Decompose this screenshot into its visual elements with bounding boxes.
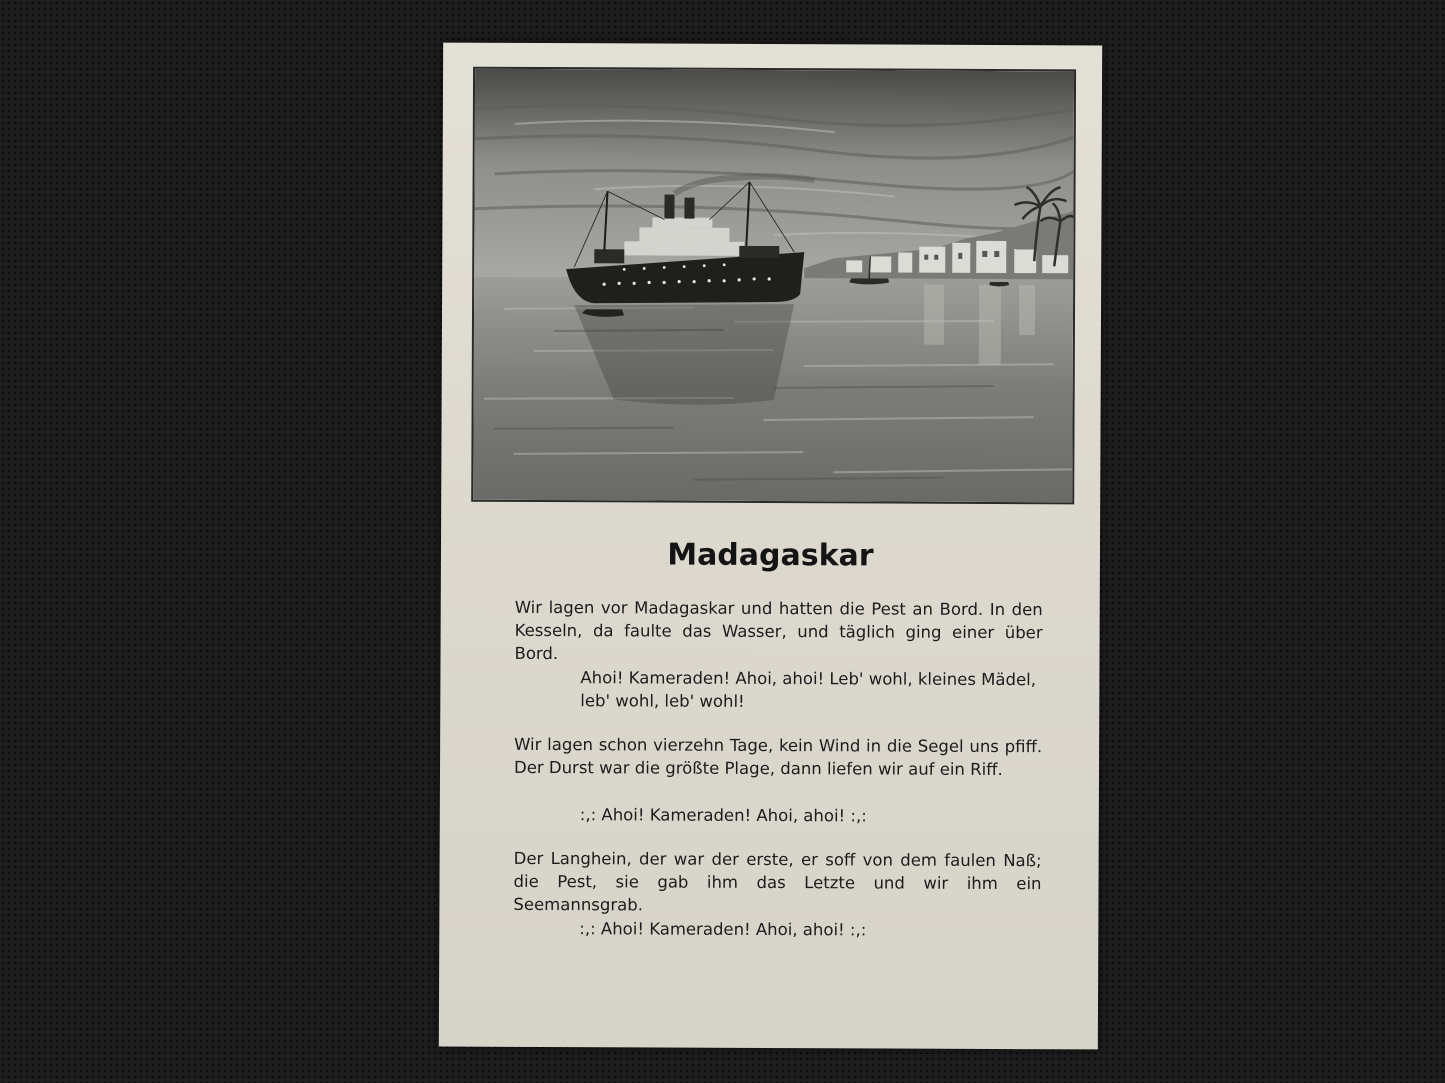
refrain-3: :,: Ahoi! Kameraden! Ahoi, ahoi! :,: bbox=[579, 919, 867, 940]
song-title: Madagaskar bbox=[667, 537, 874, 574]
verse-3: Der Langhein, der war der erste, er soff von dem faulen Naß; die Pest, sie gab ihm das Letzte und wir ihm ein Seemannsgrab. bbox=[513, 848, 1042, 915]
postcard bbox=[439, 43, 1102, 1050]
verse-2: Wir lagen schon vierzehn Tage, kein Wind in die Segel uns pfiff. Der Durst war die größte Plage, dann liefen wir auf ein Riff. bbox=[513, 734, 1043, 780]
verse-1: Wir lagen vor Madagaskar und hatten die Pest an Bord. In den Kesseln, da faulte das Wasser, und täglich ging einer über Bord. bbox=[514, 597, 1043, 664]
ship-harbor-illustration bbox=[471, 67, 1076, 505]
refrain-2: :,: Ahoi! Kameraden! Ahoi, ahoi! :,: bbox=[579, 805, 867, 826]
refrain-1: Ahoi! Kameraden! Ahoi, ahoi! Leb' wohl, kleines Mädel, leb' wohl, leb' wohl! bbox=[580, 668, 1037, 711]
